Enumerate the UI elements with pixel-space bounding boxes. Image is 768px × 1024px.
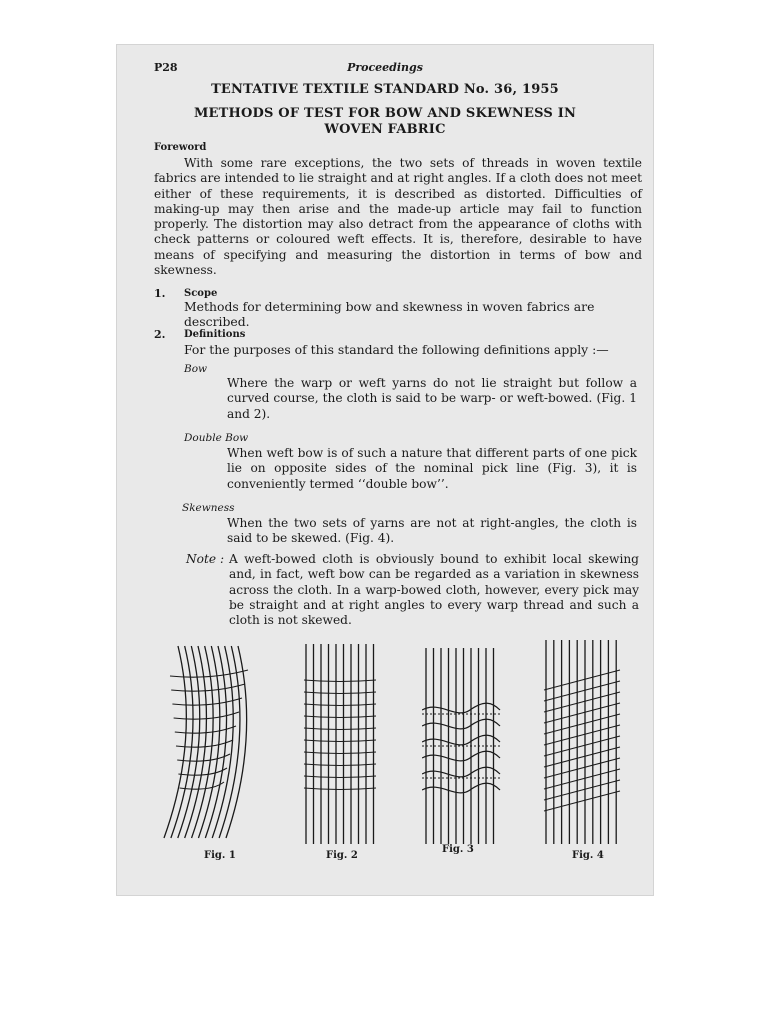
- section-number-definitions: 2.: [154, 328, 166, 341]
- section-heading-definitions: Definitions: [184, 329, 246, 340]
- section-heading-scope: Scope: [184, 288, 218, 299]
- term-skewness: Skewness: [182, 502, 235, 514]
- foreword-heading: Foreword: [154, 142, 207, 153]
- note-label: Note :: [186, 552, 225, 566]
- scanned-page: [116, 44, 654, 896]
- document-title: TENTATIVE TEXTILE STANDARD No. 36, 1955: [211, 82, 559, 97]
- figure-2-weft-bow: [300, 644, 380, 844]
- note-text: A weft-bowed cloth is obviously bound to exhibit local skewing and, in fact, weft bow can be regarded as a variation in skewness across the cloth. In a warp-bowed cloth, however, every pick may be straight and at right angles to every warp thread and such a cloth is not skewed.: [229, 552, 639, 628]
- subtitle-line-1: METHODS OF TEST FOR BOW AND SKEWNESS IN: [193, 106, 577, 121]
- document-subtitle: [116, 106, 654, 138]
- term-double-bow: Double Bow: [184, 432, 249, 444]
- definition-bow: Where the warp or weft yarns do not lie straight but follow a curved course, the cloth is said to be warp- or weft-bowed. (Fig. 1 and 2).: [227, 376, 637, 421]
- definitions-intro: For the purposes of this standard the following definitions apply :—: [184, 342, 609, 357]
- figure-1-warp-bow: [156, 642, 256, 842]
- definition-double-bow: When weft bow is of such a nature that different parts of one pick lie on opposite sides of the nominal pick line (Fig. 3), it is conveniently termed ‘‘double bow’’.: [227, 446, 637, 491]
- figure-3-double-bow: [422, 648, 502, 844]
- subtitle-line-2: WOVEN FABRIC: [324, 122, 446, 137]
- figure-4-skewness: [540, 640, 624, 844]
- scope-paragraph: Methods for determining bow and skewness in woven fabrics are described.: [184, 299, 595, 329]
- page-number: P28: [154, 61, 178, 74]
- definition-skewness: When the two sets of yarns are not at right-angles, the cloth is said to be skewed. (Fig. 4).: [227, 516, 637, 546]
- figure-1-caption: Fig. 1: [204, 850, 236, 861]
- figure-2-caption: Fig. 2: [326, 850, 358, 861]
- section-number-scope: 1.: [154, 287, 166, 300]
- foreword-paragraph: With some rare exceptions, the two sets of threads in woven textile fabrics are intended to lie straight and at right angles. If a cloth does not meet either of these requirements, it is described as distorted. Difficulties of making-up may then arise and the made-up article may fail to function properly. The distortion may also detract from the appearance of cloths with check patterns or coloured weft effects. It is, therefore, desirable to have means of specifying and measuring the distortion in terms of bow and skewness.: [154, 156, 642, 278]
- running-header: Proceedings: [347, 61, 423, 74]
- figure-3-caption: Fig. 3: [442, 844, 474, 855]
- term-bow: Bow: [184, 363, 208, 375]
- figure-4-caption: Fig. 4: [572, 850, 604, 861]
